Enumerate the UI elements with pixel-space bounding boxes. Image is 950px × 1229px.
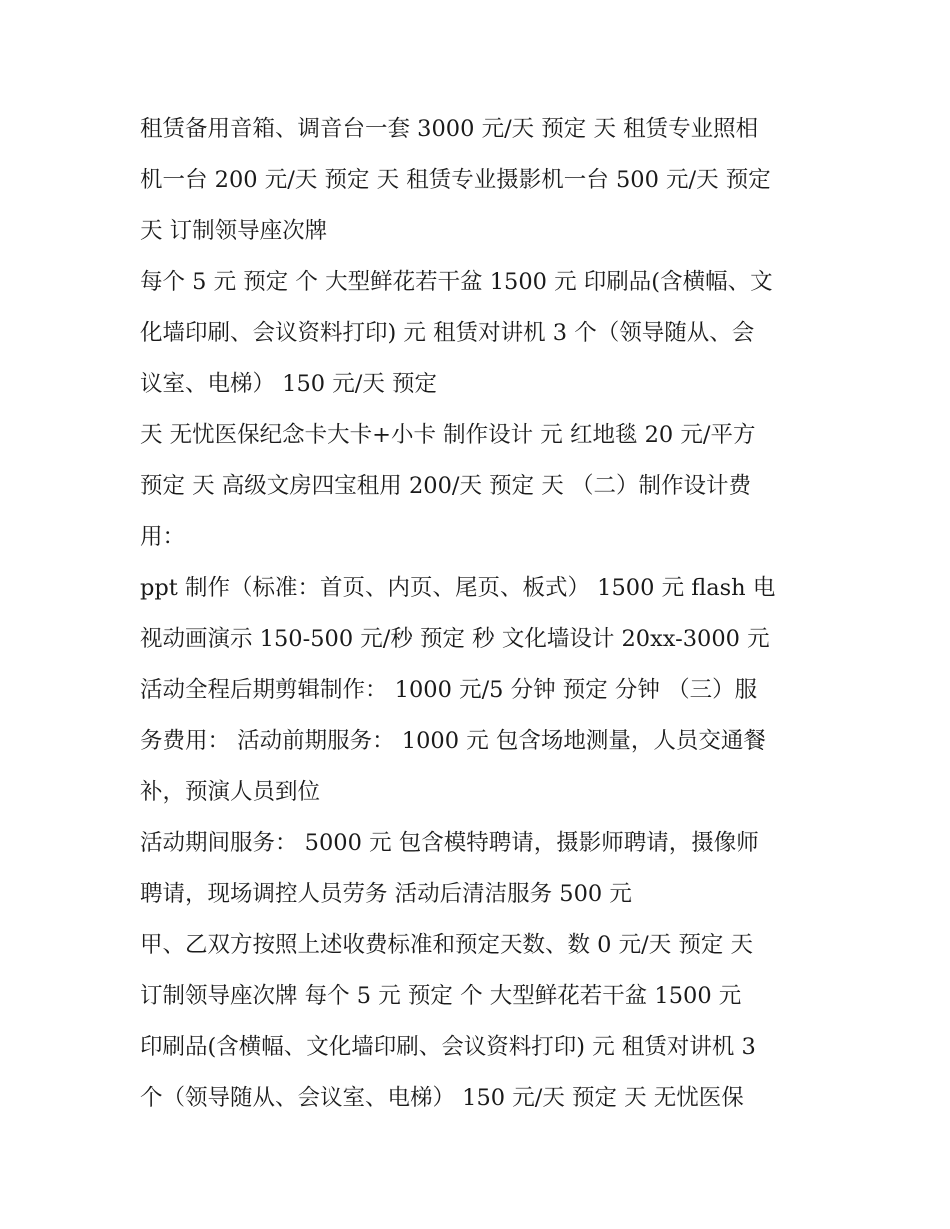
text-line: 议室、电梯） 150 元/天 预定 xyxy=(140,371,437,397)
text-line: 天 无忧医保纪念卡大卡+小卡 制作设计 元 红地毯 20 元/平方 xyxy=(140,422,756,448)
text-line: 用： xyxy=(140,524,186,550)
text-line: 甲、乙双方按照上述收费标准和预定天数、数 0 元/天 预定 天 xyxy=(140,932,754,958)
text-line: 化墙印刷、会议资料打印) 元 租赁对讲机 3 个（领导随从、会 xyxy=(140,320,755,346)
text-line: 租赁备用音箱、调音台一套 3000 元/天 预定 天 租赁专业照相 xyxy=(140,116,759,142)
text-line: 活动全程后期剪辑制作： 1000 元/5 分钟 预定 分钟 （三）服 xyxy=(140,677,758,703)
text-line: 订制领导座次牌 每个 5 元 预定 个 大型鲜花若干盆 1500 元 xyxy=(140,983,742,1009)
text-line: 印刷品(含横幅、文化墙印刷、会议资料打印) 元 租赁对讲机 3 xyxy=(140,1034,756,1060)
text-line: 天 订制领导座次牌 xyxy=(140,218,328,244)
text-line: ppt 制作（标准：首页、内页、尾页、板式） 1500 元 flash 电 xyxy=(140,575,776,601)
text-line: 每个 5 元 预定 个 大型鲜花若干盆 1500 元 印刷品(含横幅、文 xyxy=(140,269,773,295)
document-body xyxy=(140,104,820,1124)
text-line: 聘请，现场调控人员劳务 活动后清洁服务 500 元 xyxy=(140,881,632,907)
text-line: 预定 天 高级文房四宝租用 200/天 预定 天 （二）制作设计费 xyxy=(140,473,751,499)
text-line: 个（领导随从、会议室、电梯） 150 元/天 预定 天 无忧医保 xyxy=(140,1085,744,1111)
text-line: 视动画演示 150-500 元/秒 预定 秒 文化墙设计 20xx-3000 元 xyxy=(140,626,770,652)
text-line: 补，预演人员到位 xyxy=(140,779,321,805)
text-line: 活动期间服务： 5000 元 包含模特聘请，摄影师聘请，摄像师 xyxy=(140,830,759,856)
text-line: 机一台 200 元/天 预定 天 租赁专业摄影机一台 500 元/天 预定 xyxy=(140,167,771,193)
text-line: 务费用： 活动前期服务： 1000 元 包含场地测量，人员交通餐 xyxy=(140,728,766,754)
